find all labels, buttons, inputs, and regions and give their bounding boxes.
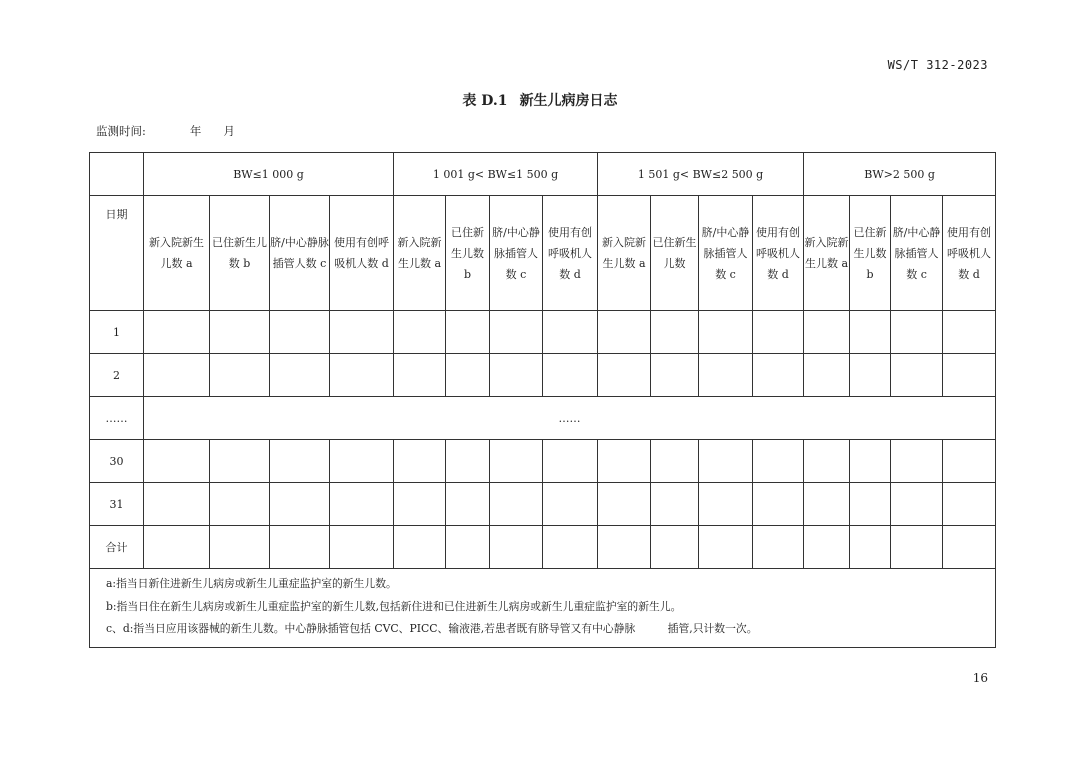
data-cell[interactable] bbox=[543, 311, 598, 354]
page-number: 16 bbox=[972, 671, 988, 685]
data-cell[interactable] bbox=[490, 311, 543, 354]
data-cell[interactable] bbox=[330, 354, 394, 397]
data-cell[interactable] bbox=[144, 354, 210, 397]
standard-code: WS/T 312-2023 bbox=[887, 58, 988, 72]
data-cell[interactable] bbox=[699, 526, 753, 569]
notes-row bbox=[90, 569, 996, 648]
data-cell[interactable] bbox=[753, 354, 804, 397]
data-cell[interactable] bbox=[490, 483, 543, 526]
data-cell[interactable] bbox=[699, 440, 753, 483]
column-header: 已住新生儿数 b bbox=[850, 196, 891, 311]
data-cell[interactable] bbox=[753, 440, 804, 483]
row-label: …… bbox=[90, 397, 144, 440]
table-title bbox=[0, 90, 1080, 110]
data-cell[interactable] bbox=[804, 440, 850, 483]
data-cell[interactable] bbox=[943, 483, 996, 526]
table-number: 表 D.1 bbox=[462, 93, 508, 109]
data-cell[interactable] bbox=[753, 526, 804, 569]
data-cell[interactable] bbox=[598, 440, 651, 483]
data-cell[interactable] bbox=[210, 526, 270, 569]
data-cell[interactable] bbox=[210, 483, 270, 526]
data-cell[interactable] bbox=[891, 354, 943, 397]
column-header: 脐/中心静脉插管人数 c bbox=[891, 196, 943, 311]
data-cell[interactable] bbox=[891, 440, 943, 483]
column-header: 脐/中心静脉插管人数 c bbox=[699, 196, 753, 311]
data-cell[interactable] bbox=[850, 354, 891, 397]
data-cell[interactable] bbox=[943, 526, 996, 569]
data-cell[interactable] bbox=[543, 483, 598, 526]
column-header: 新入院新生儿数 a bbox=[598, 196, 651, 311]
data-cell[interactable] bbox=[891, 483, 943, 526]
data-cell[interactable] bbox=[651, 483, 699, 526]
data-cell[interactable] bbox=[144, 526, 210, 569]
column-header: 脐/中心静脉插管人数 c bbox=[490, 196, 543, 311]
weight-group: BW>2 500 g bbox=[804, 153, 996, 196]
data-cell[interactable] bbox=[330, 483, 394, 526]
blank-cell bbox=[90, 153, 144, 196]
data-cell[interactable] bbox=[210, 354, 270, 397]
note-a: a:指当日新住进新生儿病房或新生儿重症监护室的新生儿数。 bbox=[106, 577, 397, 590]
data-cell[interactable] bbox=[394, 526, 446, 569]
monitor-time bbox=[96, 123, 235, 139]
data-cell[interactable] bbox=[446, 483, 490, 526]
data-cell[interactable] bbox=[490, 526, 543, 569]
data-cell[interactable] bbox=[446, 440, 490, 483]
row-label: 1 bbox=[90, 311, 144, 354]
table-row-total bbox=[90, 526, 996, 569]
column-header: 已住新生儿数 bbox=[651, 196, 699, 311]
data-cell[interactable] bbox=[699, 311, 753, 354]
table-name: 新生儿病房日志 bbox=[519, 93, 618, 109]
table-row bbox=[90, 311, 996, 354]
data-cell[interactable] bbox=[446, 311, 490, 354]
column-header: 使用有创呼吸机人数 d bbox=[543, 196, 598, 311]
table-row-ellipsis bbox=[90, 397, 996, 440]
monitor-label: 监测时间: bbox=[96, 124, 146, 138]
data-cell[interactable] bbox=[270, 526, 330, 569]
data-cell[interactable] bbox=[850, 483, 891, 526]
data-cell[interactable] bbox=[270, 440, 330, 483]
data-cell[interactable] bbox=[598, 483, 651, 526]
data-cell[interactable] bbox=[891, 526, 943, 569]
note-cd: c、d:指当日应用该器械的新生儿数。中心静脉插管包括 CVC、PICC、输液港,若患者既有脐导管又有中心静脉 插管,只计数一次。 bbox=[106, 622, 758, 635]
row-label: 合计 bbox=[90, 526, 144, 569]
monitor-year: 年 bbox=[189, 124, 202, 138]
data-cell[interactable] bbox=[699, 354, 753, 397]
weight-group: 1 001 g< BW≤1 500 g bbox=[394, 153, 598, 196]
column-header: 新入院新生儿数 a bbox=[394, 196, 446, 311]
data-cell[interactable] bbox=[651, 354, 699, 397]
row-label: 30 bbox=[90, 440, 144, 483]
data-cell[interactable] bbox=[543, 440, 598, 483]
data-cell[interactable] bbox=[598, 311, 651, 354]
data-cell[interactable] bbox=[394, 440, 446, 483]
monitor-month: 月 bbox=[223, 124, 235, 138]
column-header: 使用有创呼吸机人数 d bbox=[943, 196, 996, 311]
data-cell[interactable] bbox=[804, 354, 850, 397]
data-cell[interactable] bbox=[850, 440, 891, 483]
data-cell[interactable] bbox=[270, 311, 330, 354]
data-cell[interactable] bbox=[850, 311, 891, 354]
data-cell[interactable] bbox=[804, 526, 850, 569]
row-label: 31 bbox=[90, 483, 144, 526]
data-cell[interactable] bbox=[543, 526, 598, 569]
table-notes bbox=[90, 569, 996, 648]
data-cell[interactable] bbox=[330, 440, 394, 483]
data-cell[interactable] bbox=[330, 311, 394, 354]
data-cell[interactable] bbox=[753, 483, 804, 526]
table-row bbox=[90, 483, 996, 526]
data-cell[interactable] bbox=[891, 311, 943, 354]
data-cell[interactable] bbox=[394, 354, 446, 397]
table-row bbox=[90, 440, 996, 483]
data-cell[interactable] bbox=[804, 483, 850, 526]
data-cell[interactable] bbox=[598, 354, 651, 397]
weight-group-row bbox=[90, 153, 996, 196]
column-header-row bbox=[90, 196, 996, 311]
neonatal-ward-log-table bbox=[89, 152, 996, 648]
column-header: 使用有创呼吸机人数 d bbox=[753, 196, 804, 311]
weight-group: BW≤1 000 g bbox=[144, 153, 394, 196]
data-cell[interactable] bbox=[490, 440, 543, 483]
row-label: 2 bbox=[90, 354, 144, 397]
column-header: 使用有创呼吸机人数 d bbox=[330, 196, 394, 311]
ellipsis-cell: …… bbox=[144, 397, 996, 440]
data-cell[interactable] bbox=[598, 526, 651, 569]
data-cell[interactable] bbox=[850, 526, 891, 569]
data-cell[interactable] bbox=[330, 526, 394, 569]
data-cell[interactable] bbox=[943, 311, 996, 354]
data-cell[interactable] bbox=[446, 526, 490, 569]
data-cell[interactable] bbox=[490, 354, 543, 397]
data-cell[interactable] bbox=[270, 354, 330, 397]
data-cell[interactable] bbox=[753, 311, 804, 354]
column-header: 已住新生儿数 b bbox=[210, 196, 270, 311]
data-cell[interactable] bbox=[394, 483, 446, 526]
data-cell[interactable] bbox=[144, 311, 210, 354]
data-cell[interactable] bbox=[543, 354, 598, 397]
data-cell[interactable] bbox=[943, 440, 996, 483]
data-cell[interactable] bbox=[270, 483, 330, 526]
column-header: 新入院新生儿数 a bbox=[144, 196, 210, 311]
data-cell[interactable] bbox=[699, 483, 753, 526]
data-cell[interactable] bbox=[394, 311, 446, 354]
data-cell[interactable] bbox=[144, 483, 210, 526]
column-header: 脐/中心静脉插管人数 c bbox=[270, 196, 330, 311]
column-header: 已住新生儿数 b bbox=[446, 196, 490, 311]
data-cell[interactable] bbox=[144, 440, 210, 483]
data-cell[interactable] bbox=[446, 354, 490, 397]
weight-group: 1 501 g< BW≤2 500 g bbox=[598, 153, 804, 196]
table-row bbox=[90, 354, 996, 397]
data-cell[interactable] bbox=[651, 311, 699, 354]
date-header: 日期 bbox=[90, 196, 144, 311]
data-cell[interactable] bbox=[651, 526, 699, 569]
note-b: b:指当日住在新生儿病房或新生儿重症监护室的新生儿数,包括新住进和已住进新生儿病房或新生儿重症监护室的新生儿。 bbox=[106, 599, 682, 613]
data-cell[interactable] bbox=[804, 311, 850, 354]
column-header: 新入院新生儿数 a bbox=[804, 196, 850, 311]
data-cell[interactable] bbox=[651, 440, 699, 483]
data-cell[interactable] bbox=[943, 354, 996, 397]
data-cell[interactable] bbox=[210, 311, 270, 354]
data-cell[interactable] bbox=[210, 440, 270, 483]
